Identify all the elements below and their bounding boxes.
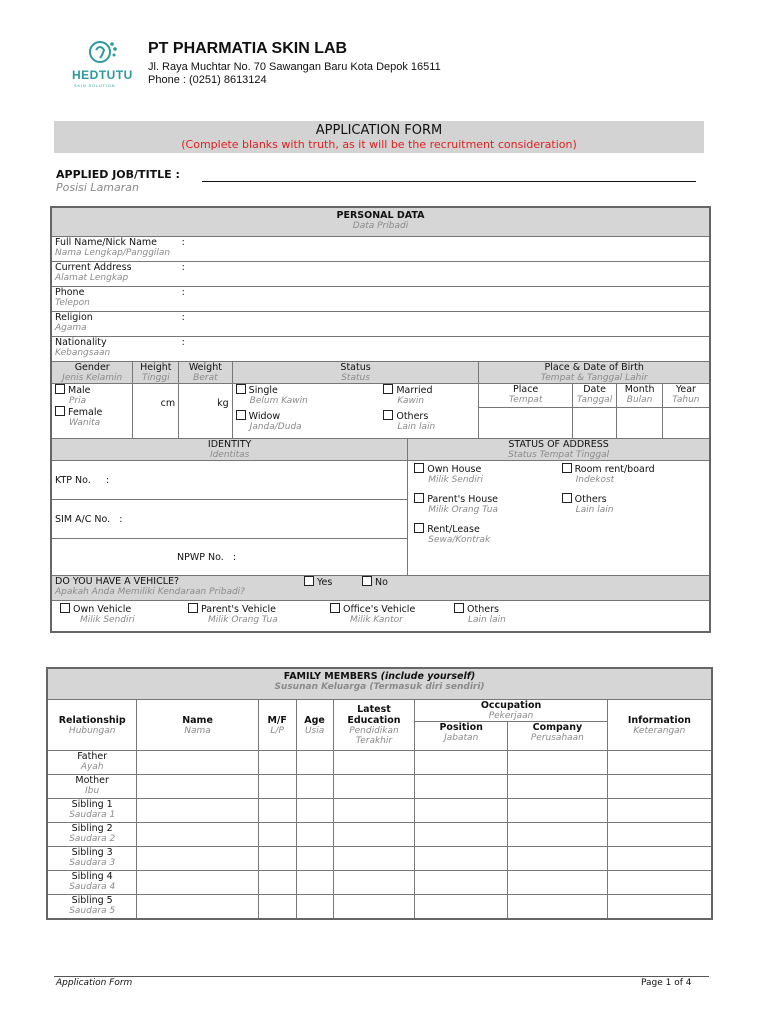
birth-header	[479, 362, 710, 384]
status-label: Status	[340, 362, 371, 373]
birth-year-label: Year	[675, 384, 696, 395]
vehicle-others-option[interactable]	[454, 603, 506, 625]
cell[interactable]	[333, 799, 415, 823]
parent-vehicle-label: Parent's Vehicle	[201, 604, 276, 615]
cell[interactable]	[296, 871, 333, 895]
birth-date-label: Date	[583, 384, 606, 395]
vehicle-question: DO YOU HAVE A VEHICLE?	[55, 576, 180, 587]
address-status-label: STATUS OF ADDRESS	[508, 439, 609, 450]
own-house-sublabel: Milik Sendiri	[428, 475, 483, 485]
col-relationship	[47, 700, 137, 751]
col-gender	[258, 700, 296, 751]
col-label: Relationship	[58, 714, 126, 726]
address-others-label: Others	[574, 494, 607, 505]
personal-data-header	[51, 207, 710, 237]
own-vehicle-label: Own Vehicle	[73, 604, 132, 615]
field-row-religion[interactable]	[51, 312, 710, 337]
family-row-sibling-4[interactable]	[47, 871, 712, 895]
checkbox[interactable]	[362, 576, 372, 586]
family-row-sibling-5[interactable]	[47, 895, 712, 920]
birth-date-field[interactable]	[572, 408, 617, 439]
parent-vehicle-sublabel: Milik Orang Tua	[208, 615, 278, 625]
cell[interactable]	[508, 871, 608, 895]
weight-sublabel: Berat	[193, 373, 218, 383]
vehicle-others-sublabel: Lain lain	[468, 615, 506, 625]
col-sublabel: Nama	[184, 725, 211, 736]
field-sublabel: Alamat Lengkap	[55, 273, 129, 283]
field-row-nationality[interactable]	[51, 337, 710, 362]
col-age	[296, 700, 333, 751]
status-single-option[interactable]	[232, 384, 380, 408]
cell[interactable]	[508, 775, 608, 799]
cell[interactable]	[415, 823, 508, 847]
field-colon: :	[181, 312, 185, 323]
cell[interactable]	[333, 823, 415, 847]
birth-label: Place & Date of Birth	[544, 362, 644, 373]
family-members-table	[46, 667, 713, 920]
cell[interactable]	[415, 751, 508, 775]
cell[interactable]	[607, 895, 712, 920]
field-row-address[interactable]	[51, 262, 710, 287]
checkbox[interactable]	[414, 493, 424, 503]
sim-field[interactable]	[51, 500, 408, 539]
applied-job-field[interactable]	[202, 181, 696, 182]
address-rent-lease-option[interactable]	[411, 515, 706, 545]
cell[interactable]	[607, 775, 712, 799]
npwp-field[interactable]	[51, 539, 408, 576]
status-header	[232, 362, 479, 384]
height-label: Height	[140, 362, 172, 373]
vehicle-question-row	[51, 576, 710, 601]
ktp-label: KTP No.	[55, 474, 91, 486]
widow-sublabel: Janda/Duda	[249, 421, 302, 432]
birth-place-label: Place	[513, 384, 539, 395]
col-position	[415, 722, 508, 751]
col-label: Occupation	[480, 700, 542, 711]
address-line: Jl. Raya Muchtar No. 70 Sawangan Baru Kota Depok 16511	[148, 61, 441, 73]
cell[interactable]	[508, 847, 608, 871]
col-sublabel: Pendidikan Terakhir	[349, 726, 399, 746]
gender-sublabel: Jenis Kelamin	[62, 373, 123, 383]
cell[interactable]	[607, 847, 712, 871]
checkbox[interactable]	[562, 463, 572, 473]
single-label: Single	[248, 385, 278, 396]
cell[interactable]	[333, 895, 415, 920]
height-header	[133, 362, 179, 384]
cell[interactable]	[415, 775, 508, 799]
row-label: Sibling 3	[71, 847, 113, 858]
vehicle-own-option[interactable]	[60, 603, 135, 625]
cell[interactable]	[333, 847, 415, 871]
identity-sublabel: Identitas	[209, 450, 250, 460]
cell[interactable]	[258, 775, 296, 799]
field-colon: :	[232, 551, 237, 563]
birth-date-sublabel: Tanggal	[576, 395, 613, 405]
no-label: No	[375, 577, 388, 588]
vehicle-yes-option[interactable]	[304, 576, 332, 588]
checkbox[interactable]	[55, 406, 65, 416]
col-sublabel: Usia	[304, 725, 325, 736]
personal-data-subtitle: Data Pribadi	[352, 221, 409, 231]
cell[interactable]	[607, 751, 712, 775]
cell[interactable]	[296, 823, 333, 847]
col-label: Position	[439, 722, 483, 733]
col-sublabel: Keterangan	[633, 725, 686, 736]
col-label: Company	[532, 722, 583, 733]
family-title-note: (include yourself)	[380, 671, 476, 682]
col-sublabel: L/P	[270, 725, 284, 736]
status-married-option[interactable]	[380, 384, 479, 408]
applied-job-sublabel: Posisi Lamaran	[56, 181, 139, 194]
room-rent-sublabel: Indekost	[575, 475, 615, 485]
checkbox[interactable]	[454, 603, 464, 613]
male-label: Male	[68, 385, 91, 396]
sim-label: SIM A/C No.	[55, 513, 111, 525]
row-sublabel: Saudara 5	[69, 906, 116, 916]
cell[interactable]	[296, 799, 333, 823]
vehicle-question-sublabel: Apakah Anda Memiliki Kendaraan Pribadi?	[55, 587, 245, 597]
own-vehicle-sublabel: Milik Sendiri	[80, 615, 135, 625]
married-label: Married	[396, 385, 433, 396]
female-sublabel: Wanita	[69, 418, 101, 428]
row-sublabel: Saudara 3	[69, 858, 116, 868]
cell[interactable]	[508, 895, 608, 920]
address-others-sublabel: Lain lain	[575, 505, 614, 515]
cell[interactable]	[607, 799, 712, 823]
row-label: Sibling 1	[71, 799, 113, 810]
family-row-sibling-2[interactable]	[47, 823, 712, 847]
row-sublabel: Saudara 4	[69, 882, 116, 892]
address-room-rent-option[interactable]	[559, 461, 706, 485]
parents-house-label: Parent's House	[427, 494, 499, 505]
status-others-label: Others	[396, 410, 429, 422]
field-label: Phone	[55, 287, 85, 298]
gender-label: Gender	[74, 362, 110, 373]
col-label: Latest Education	[347, 704, 401, 726]
col-sublabel: Jabatan	[444, 733, 479, 743]
col-company	[508, 722, 608, 751]
field-colon: :	[181, 262, 185, 273]
personal-data-title: PERSONAL DATA	[336, 210, 425, 221]
cell[interactable]	[333, 871, 415, 895]
cell[interactable]	[137, 751, 258, 775]
gender-female-option[interactable]	[55, 406, 129, 418]
address-own-house-option[interactable]	[411, 461, 558, 485]
field-row-phone[interactable]	[51, 287, 710, 312]
parents-house-sublabel: Milik Orang Tua	[428, 505, 498, 515]
row-sublabel: Ibu	[85, 786, 100, 796]
company-name: PT PHARMATIA SKIN LAB	[148, 40, 348, 57]
weight-field[interactable]	[179, 384, 233, 439]
family-row-sibling-1[interactable]	[47, 799, 712, 823]
footer-divider	[54, 976, 709, 977]
col-label: Name	[182, 714, 213, 726]
status-others-option[interactable]	[380, 408, 479, 439]
vehicle-office-option[interactable]	[330, 603, 415, 625]
cell[interactable]	[258, 823, 296, 847]
checkbox[interactable]	[236, 410, 246, 420]
col-label: M/F	[267, 714, 287, 726]
cell[interactable]	[137, 823, 258, 847]
status-others-sublabel: Lain lain	[397, 421, 436, 432]
cell[interactable]	[258, 871, 296, 895]
family-header	[47, 668, 712, 700]
field-sublabel: Telepon	[55, 298, 90, 308]
birth-year-sublabel: Tahun	[672, 395, 700, 405]
status-sublabel: Status	[341, 373, 370, 383]
checkbox[interactable]	[414, 463, 424, 473]
room-rent-label: Room rent/board	[574, 464, 655, 475]
cell[interactable]	[508, 751, 608, 775]
form-title-bar	[54, 121, 704, 153]
checkbox[interactable]	[236, 384, 246, 394]
widow-label: Widow	[248, 410, 281, 422]
vehicle-no-option[interactable]	[362, 576, 388, 588]
field-sublabel: Nama Lengkap/Panggilan	[55, 248, 171, 258]
field-row-fullname[interactable]	[51, 237, 710, 262]
ktp-field[interactable]	[51, 461, 408, 500]
male-sublabel: Pria	[69, 396, 87, 406]
cell[interactable]	[137, 871, 258, 895]
rent-lease-sublabel: Sewa/Kontrak	[428, 535, 491, 545]
weight-unit: kg	[217, 398, 229, 409]
row-sublabel: Saudara 2	[69, 834, 116, 844]
cell[interactable]	[508, 799, 608, 823]
field-sublabel: Kebangsaan	[55, 348, 111, 358]
family-row-father[interactable]	[47, 751, 712, 775]
cell[interactable]	[607, 871, 712, 895]
own-house-label: Own House	[427, 464, 482, 475]
row-label: Sibling 5	[71, 895, 113, 906]
cell[interactable]	[258, 799, 296, 823]
vehicle-types-row	[51, 601, 710, 633]
field-colon: :	[181, 337, 185, 348]
female-label: Female	[68, 407, 103, 418]
cell[interactable]	[296, 775, 333, 799]
checkbox[interactable]	[304, 576, 314, 586]
cell[interactable]	[137, 895, 258, 920]
cell[interactable]	[296, 847, 333, 871]
field-sublabel: Agama	[55, 323, 87, 333]
checkbox[interactable]	[60, 603, 70, 613]
gender-male-option[interactable]	[55, 384, 129, 396]
field-label: Religion	[55, 312, 93, 323]
birth-month-sublabel: Bulan	[626, 395, 653, 405]
office-vehicle-sublabel: Milik Kantor	[350, 615, 403, 625]
checkbox[interactable]	[383, 410, 393, 420]
cell[interactable]	[296, 895, 333, 920]
gender-header	[51, 362, 133, 384]
family-title: FAMILY MEMBERS	[283, 671, 378, 682]
field-colon: :	[119, 513, 123, 525]
form-title: APPLICATION FORM	[315, 123, 443, 138]
birth-month-field[interactable]	[617, 408, 662, 439]
row-sublabel: Ayah	[80, 762, 104, 772]
family-row-mother[interactable]	[47, 775, 712, 799]
weight-header	[179, 362, 233, 384]
cell[interactable]	[137, 847, 258, 871]
cell[interactable]	[258, 751, 296, 775]
vehicle-others-label: Others	[467, 604, 499, 615]
col-information	[607, 700, 712, 751]
checkbox[interactable]	[562, 493, 572, 503]
birth-place-field[interactable]	[479, 408, 572, 439]
checkbox[interactable]	[188, 603, 198, 613]
cell[interactable]	[258, 847, 296, 871]
cell[interactable]	[296, 751, 333, 775]
office-vehicle-label: Office's Vehicle	[343, 604, 416, 615]
field-colon: :	[181, 237, 185, 248]
col-occupation	[415, 700, 607, 722]
checkbox[interactable]	[55, 384, 65, 394]
phone-line: Phone : (0251) 8613124	[148, 74, 267, 86]
col-label: Age	[304, 714, 325, 726]
checkbox[interactable]	[383, 384, 393, 394]
height-field[interactable]	[133, 384, 179, 439]
family-row-sibling-3[interactable]	[47, 847, 712, 871]
checkbox[interactable]	[414, 523, 424, 533]
identity-header	[51, 439, 408, 461]
birth-month-label: Month	[624, 384, 655, 395]
address-status-header	[408, 439, 710, 461]
cell[interactable]	[415, 895, 508, 920]
status-widow-option[interactable]	[232, 408, 380, 439]
address-others-option[interactable]	[559, 485, 706, 515]
col-sublabel: Perusahaan	[530, 733, 584, 743]
form-subtitle: (Complete blanks with truth, as it will be the recruitment consideration)	[181, 138, 577, 151]
cell[interactable]	[415, 799, 508, 823]
family-subtitle: Susunan Keluarga (Termasuk diri sendiri)	[274, 682, 485, 692]
applied-job-label: APPLIED JOB/TITLE :	[56, 168, 180, 181]
height-sublabel: Tinggi	[141, 373, 170, 383]
col-sublabel: Hubungan	[68, 725, 116, 736]
identity-label: IDENTITY	[207, 439, 252, 450]
row-sublabel: Saudara 1	[69, 810, 116, 820]
cell[interactable]	[415, 847, 508, 871]
personal-data-table	[50, 206, 711, 633]
height-unit: cm	[160, 398, 176, 409]
single-sublabel: Belum Kawin	[249, 396, 308, 406]
npwp-label: NPWP No.	[177, 551, 224, 563]
company-address	[148, 61, 441, 87]
logo-tagline: SKIN SOLUTION	[74, 83, 116, 88]
cell[interactable]	[508, 823, 608, 847]
field-colon: :	[105, 474, 110, 486]
col-sublabel: Pekerjaan	[488, 711, 534, 721]
birth-sublabel: Tempat & Tanggal Lahir	[540, 373, 648, 383]
footer-page-number: Page 1 of 4	[641, 978, 692, 988]
col-education	[333, 700, 415, 751]
address-parents-house-option[interactable]	[411, 485, 558, 515]
cell[interactable]	[137, 775, 258, 799]
yes-label: Yes	[317, 577, 333, 588]
weight-label: Weight	[188, 362, 222, 373]
field-label: Current Address	[55, 262, 132, 273]
cell[interactable]	[607, 823, 712, 847]
row-label: Father	[77, 751, 108, 762]
row-label: Sibling 2	[71, 823, 113, 834]
cell[interactable]	[137, 799, 258, 823]
row-label: Sibling 4	[71, 871, 113, 882]
footer-doc-name: Application Form	[56, 978, 133, 988]
checkbox[interactable]	[330, 603, 340, 613]
cell[interactable]	[415, 871, 508, 895]
company-logo	[72, 38, 134, 94]
col-name	[137, 700, 258, 751]
cell[interactable]	[258, 895, 296, 920]
birth-year-field[interactable]	[662, 408, 710, 439]
birth-place-sublabel: Tempat	[508, 395, 543, 405]
row-label: Mother	[75, 775, 109, 786]
vehicle-parent-option[interactable]	[188, 603, 278, 625]
rent-lease-label: Rent/Lease	[427, 524, 480, 535]
field-label: Full Name/Nick Name	[55, 237, 158, 248]
married-sublabel: Kawin	[397, 396, 425, 406]
col-label: Information	[627, 714, 691, 726]
cell[interactable]	[333, 751, 415, 775]
logo-wordmark: HEDTUTU	[72, 68, 133, 82]
field-label: Nationality	[55, 337, 107, 348]
field-colon: :	[181, 287, 185, 298]
cell[interactable]	[333, 775, 415, 799]
address-status-sublabel: Status Tempat Tinggal	[508, 450, 610, 460]
